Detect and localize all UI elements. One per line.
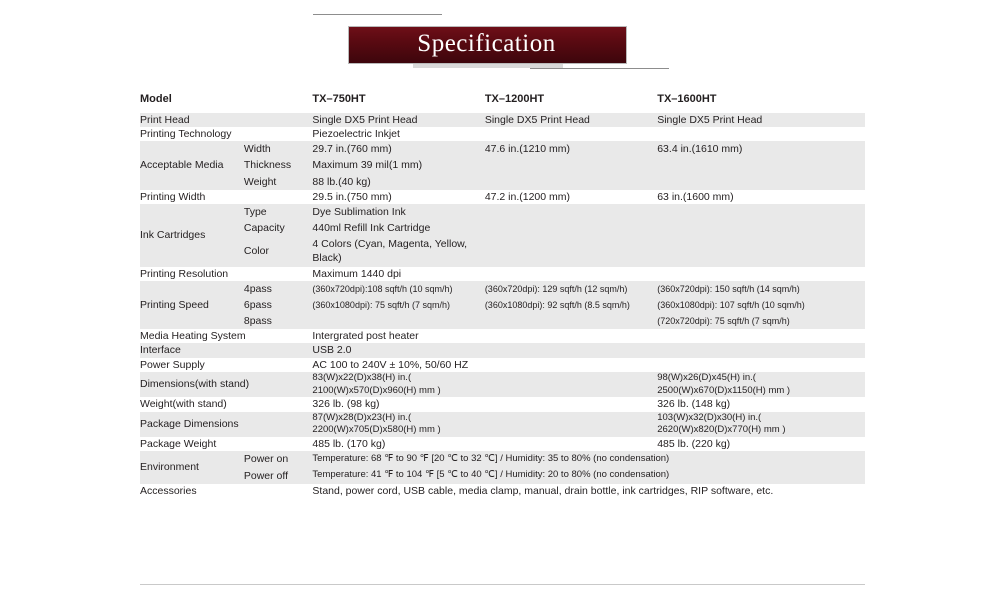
table-row xyxy=(140,412,865,438)
row-value-2 xyxy=(485,236,657,266)
row-value-3 xyxy=(657,220,865,236)
row-value-3: (360x720dpi): 150 sqft/h (14 sqm/h) xyxy=(657,283,800,294)
row-label: Package Dimensions xyxy=(140,418,239,431)
row-value-1: 29.7 in.(760 mm) xyxy=(312,143,392,156)
row-value-2 xyxy=(485,412,657,438)
row-label: Printing Technology xyxy=(140,128,232,141)
header-model: Model xyxy=(140,93,172,105)
table-row xyxy=(140,127,865,141)
row-label: Accessories xyxy=(140,484,197,497)
table-row xyxy=(140,437,865,451)
table-row xyxy=(140,190,865,204)
row-label: Media Heating System xyxy=(140,330,246,343)
row-label: Printing Speed xyxy=(140,298,209,311)
row-label: Weight(with stand) xyxy=(140,398,227,411)
row-value-2 xyxy=(485,437,657,451)
row-sublabel: Power on xyxy=(243,453,289,466)
table-row xyxy=(140,220,865,236)
row-label: Environment xyxy=(140,461,199,474)
row-sublabel: Power off xyxy=(243,469,289,482)
row-value-3: 485 lb. (220 kg) xyxy=(657,438,731,451)
decorative-rule-bottom xyxy=(530,68,669,69)
table-row xyxy=(140,397,865,411)
row-value-1: Maximum 39 mil(1 mm) xyxy=(312,159,423,172)
row-label: Interface xyxy=(140,344,181,357)
table-row xyxy=(140,343,865,357)
row-label: Printing Resolution xyxy=(140,267,229,280)
table-header-row xyxy=(140,86,865,113)
row-value-1: Stand, power cord, USB cable, media clamp, manual, drain bottle, ink cartridges, RIP software, etc. xyxy=(312,484,774,497)
table-row xyxy=(140,313,865,329)
table-row xyxy=(140,358,865,372)
table-row xyxy=(140,204,865,220)
row-value-1: USB 2.0 xyxy=(312,344,352,357)
table-row xyxy=(140,113,865,127)
row-value-1: 485 lb. (170 kg) xyxy=(312,438,386,451)
row-value-3: Single DX5 Print Head xyxy=(657,113,763,126)
table-row xyxy=(140,141,865,157)
row-value-3: 98(W)x26(D)x45(H) in.( 2500(W)x670(D)x1150(H) mm ) xyxy=(657,371,791,396)
table-row xyxy=(140,329,865,343)
table-row xyxy=(140,174,865,190)
table-bottom-rule xyxy=(140,584,865,585)
row-value-1 xyxy=(312,313,484,329)
header-spacer xyxy=(244,86,313,113)
row-value-3 xyxy=(657,174,865,190)
row-label: Ink Cartridges xyxy=(140,229,206,242)
table-row xyxy=(140,267,865,281)
row-value-1: Maximum 1440 dpi xyxy=(312,267,402,280)
row-value-2 xyxy=(485,174,657,190)
header-model-3: TX–1600HT xyxy=(657,93,717,105)
row-value-1: 29.5 in.(750 mm) xyxy=(312,190,392,203)
row-sublabel: Capacity xyxy=(243,222,285,235)
row-value-2 xyxy=(485,204,657,220)
row-value-1: 83(W)x22(D)x38(H) in.( 2100(W)x570(D)x960(H) mm ) xyxy=(312,371,441,396)
row-value-3: (720x720dpi): 75 sqft/h (7 sqm/h) xyxy=(657,316,790,327)
row-value-1: 4 Colors (Cyan, Magenta, Yellow, Black) xyxy=(312,238,468,265)
row-value-1: 88 lb.(40 kg) xyxy=(312,175,371,188)
row-value-2 xyxy=(485,220,657,236)
table-row xyxy=(140,157,865,173)
row-value-2 xyxy=(485,313,657,329)
title-banner-area xyxy=(0,0,1000,80)
row-value-3: 326 lb. (148 kg) xyxy=(657,398,731,411)
row-value-3 xyxy=(657,204,865,220)
row-value-1: Dye Sublimation Ink xyxy=(312,205,406,218)
row-value-1: Single DX5 Print Head xyxy=(312,113,418,126)
row-label: Printing Width xyxy=(140,190,206,203)
row-value-2: (360x720dpi): 129 sqft/h (12 sqm/h) xyxy=(484,283,628,294)
row-value-3: 63.4 in.(1610 mm) xyxy=(657,143,743,156)
row-value-1: (360x720dpi):108 sqft/h (10 sqm/h) xyxy=(312,283,453,294)
decorative-rule-top xyxy=(313,14,442,15)
header-model-1: TX–750HT xyxy=(312,93,366,105)
row-value-1: Piezoelectric Inkjet xyxy=(312,128,400,141)
specification-table xyxy=(140,86,865,498)
row-sublabel: Weight xyxy=(243,175,277,188)
row-value-2: 47.2 in.(1200 mm) xyxy=(484,190,571,203)
row-value-3: 103(W)x32(D)x30(H) in.( 2620(W)x820(D)x770(H) mm ) xyxy=(657,411,786,436)
row-value-2 xyxy=(485,397,657,411)
row-sublabel: 6pass xyxy=(243,298,272,311)
table-row xyxy=(140,372,865,398)
table-row xyxy=(140,484,865,498)
table-row xyxy=(140,468,865,484)
row-value-2: (360x1080dpi): 92 sqft/h (8.5 sqm/h) xyxy=(484,299,630,310)
row-value-1: 440ml Refill Ink Cartridge xyxy=(312,222,431,235)
row-sublabel: Width xyxy=(243,143,271,156)
row-value-1: 326 lb. (98 kg) xyxy=(312,398,380,411)
table-row xyxy=(140,451,865,467)
row-value-3: 63 in.(1600 mm) xyxy=(657,190,734,203)
table-row xyxy=(140,281,865,297)
row-value-3 xyxy=(657,157,865,173)
row-value-1: Temperature: 41 ℉ to 104 ℉ [5 ℃ to 40 ℃] / Humidity: 20 to 80% (no condensation) xyxy=(312,469,670,481)
row-value-1: AC 100 to 240V ± 10%, 50/60 HZ xyxy=(312,358,469,371)
row-value-1: (360x1080dpi): 75 sqft/h (7 sqm/h) xyxy=(312,299,450,310)
row-label: Print Head xyxy=(140,113,190,126)
row-label: Acceptable Media xyxy=(140,159,224,172)
row-value-3 xyxy=(657,236,865,266)
table-row xyxy=(140,297,865,313)
row-value-1: Temperature: 68 ℉ to 90 ℉ [20 ℃ to 32 ℃] / Humidity: 35 to 80% (no condensation) xyxy=(312,453,670,465)
row-sublabel: 8pass xyxy=(243,315,272,328)
row-value-3: (360x1080dpi): 107 sqft/h (10 sqm/h) xyxy=(657,299,805,310)
row-sublabel: 4pass xyxy=(243,282,272,295)
row-label: Power Supply xyxy=(140,358,205,371)
row-value-1: 87(W)x28(D)x23(H) in.( 2200(W)x705(D)x580(H) mm ) xyxy=(312,411,441,436)
page-title: Specification xyxy=(417,30,556,57)
header-model-2: TX–1200HT xyxy=(484,93,545,105)
row-value-2: 47.6 in.(1210 mm) xyxy=(484,143,571,156)
row-sublabel: Thickness xyxy=(243,159,292,172)
row-label: Dimensions(with stand) xyxy=(140,378,250,391)
row-value-2 xyxy=(485,157,657,173)
table-row xyxy=(140,236,865,266)
row-value-2 xyxy=(485,372,657,398)
row-value-1: Intergrated post heater xyxy=(312,330,419,343)
row-sublabel: Type xyxy=(243,205,267,218)
row-label: Package Weight xyxy=(140,438,217,451)
row-sublabel: Color xyxy=(243,245,269,258)
row-value-2: Single DX5 Print Head xyxy=(484,113,590,126)
